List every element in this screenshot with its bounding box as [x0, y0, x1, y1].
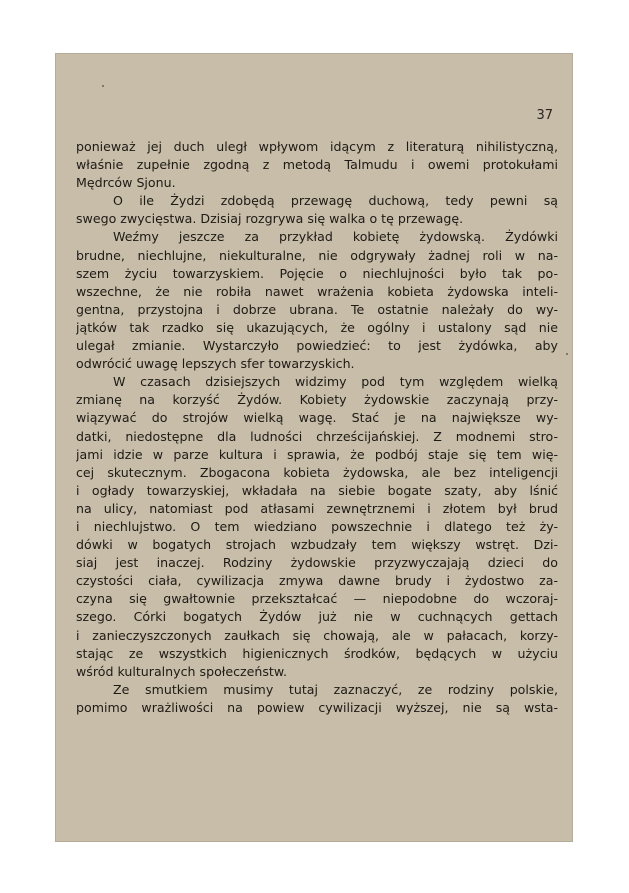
text-line: wszechne, że nie robiła nawet wrażenia kobieta żydowska inteli-	[76, 283, 558, 299]
paragraph	[76, 373, 558, 681]
text-line: odwrócić uwagę lepszych sfer towarzyskich.	[76, 356, 355, 372]
text-line: Ze smutkiem musimy tutaj zaznaczyć, ze rodziny polskie,	[113, 681, 558, 697]
paragraph	[76, 228, 558, 373]
text-line: szem życiu towarzyskiem. Pojęcie o niechlujności było tak po-	[76, 265, 558, 281]
page-number: 37	[536, 108, 553, 123]
paragraph	[76, 681, 558, 717]
text-line: wiązywać do strojów wielką wagę. Stać je na największe wy-	[76, 410, 558, 426]
text-line: siaj jest inaczej. Rodziny żydowskie przyzwyczajają dzieci do	[76, 555, 558, 571]
text-line: ponieważ jej duch uległ wpływom idącym z literaturą nihilistyczną,	[76, 139, 558, 154]
text-line: stając ze wszystkich higienicznych środków, będących w użyciu	[76, 645, 558, 661]
paper-speck	[566, 353, 568, 355]
text-line: wśród kulturalnych społeczeństw.	[76, 663, 288, 679]
text-line: brudne, niechlujne, niekulturalne, nie odgrywały żadnej roli w na-	[76, 247, 558, 263]
text-line: Mędrców Sjonu.	[76, 175, 176, 191]
text-line: właśnie zupełnie zgodną z metodą Talmudu i owemi protokułami	[76, 157, 558, 173]
scanned-book-page	[55, 53, 573, 842]
text-line: W czasach dzisiejszych widzimy pod tym względem wielką	[113, 374, 558, 390]
text-line: i zanieczyszczonych zaułkach się chowają, ale w pałacach, korzy-	[76, 627, 558, 643]
text-line: gentna, przystojna i dobrze ubrana. Te ostatnie należały do wy-	[76, 301, 558, 317]
text-line: Weźmy jeszcze za przykład kobietę żydowską. Żydówki	[113, 229, 558, 245]
paper-speck	[102, 85, 104, 87]
text-line: czyna się gwałtownie przekształcać — niepodobne do wczoraj-	[76, 591, 558, 607]
text-line: na ulicy, natomiast pod atłasami zewnętrznemi i złotem był brud	[76, 500, 558, 516]
text-line: zmianę na korzyść Żydów. Kobiety żydowskie zaczynają przy-	[76, 392, 558, 408]
paragraph	[76, 192, 558, 228]
body-text	[76, 138, 558, 717]
text-line: jami idzie w parze kultura i sprawia, że podbój staje się tem wię-	[76, 446, 558, 462]
text-line: i niechlujstwo. O tem wiedziano powszechnie i dlatego też ży-	[76, 518, 558, 534]
text-line: czystości ciała, cywilizacja zmywa dawne brudy i żydostwo za-	[76, 573, 558, 589]
text-line: swego zwycięstwa. Dzisiaj rozgrywa się walka o tę przewagę.	[76, 211, 464, 227]
text-line: O ile Żydzi zdobędą przewagę duchową, tedy pewni są	[113, 193, 558, 209]
text-line: pomimo wrażliwości na powiew cywilizacji wyższej, nie są wsta-	[76, 699, 558, 715]
text-line: jątków tak rzadko się ukazujących, że ogólny i ustalony sąd nie	[76, 319, 558, 335]
text-line: i ogłady towarzyskiej, wkładała na siebie bogate szaty, aby lśnić	[76, 482, 558, 498]
text-line: cej skutecznym. Zbogacona kobieta żydowska, ale bez inteligencji	[76, 464, 558, 480]
paragraph	[76, 138, 558, 192]
text-line: datki, niedostępne dla ludności chrześcijańskiej. Z modnemi stro-	[76, 428, 558, 444]
text-line: dówki w bogatych strojach wzbudzały tem większy wstręt. Dzi-	[76, 537, 558, 553]
text-line: ulegał zmianie. Wystarczyło powiedzieć: to jest żydówka, aby	[76, 338, 558, 354]
text-line: szego. Córki bogatych Żydów już nie w cuchnących gettach	[76, 609, 558, 625]
